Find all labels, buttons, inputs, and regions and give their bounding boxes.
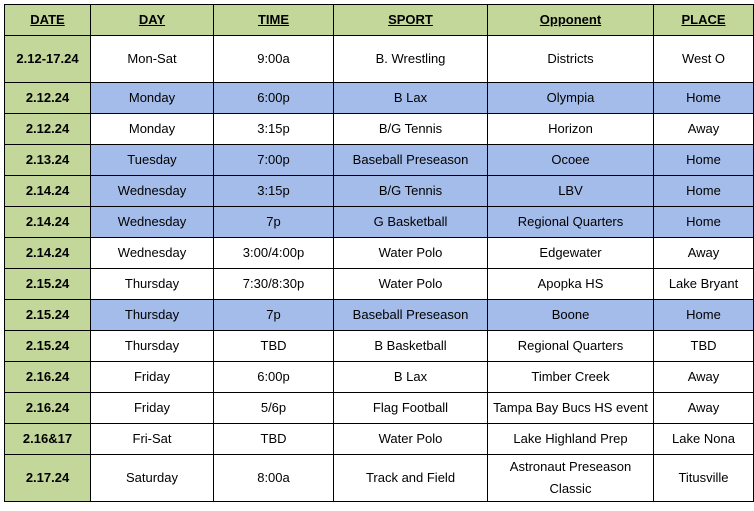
cell-place: Away xyxy=(654,114,754,145)
cell-day: Thursday xyxy=(91,300,214,331)
table-row xyxy=(5,424,754,455)
cell-sport: Water Polo xyxy=(334,424,488,455)
cell-date: 2.16&17 xyxy=(5,424,91,455)
cell-date: 2.16.24 xyxy=(5,362,91,393)
cell-sport: B/G Tennis xyxy=(334,176,488,207)
cell-opponent: Olympia xyxy=(488,83,654,114)
column-header-place: PLACE xyxy=(654,5,754,36)
cell-sport: G Basketball xyxy=(334,207,488,238)
table-row xyxy=(5,455,754,502)
cell-date: 2.14.24 xyxy=(5,207,91,238)
table-row xyxy=(5,207,754,238)
cell-date: 2.15.24 xyxy=(5,269,91,300)
cell-opponent: Timber Creek xyxy=(488,362,654,393)
cell-date: 2.15.24 xyxy=(5,300,91,331)
cell-place: Titusville xyxy=(654,455,754,502)
table-row xyxy=(5,176,754,207)
cell-place: Home xyxy=(654,300,754,331)
cell-sport: B/G Tennis xyxy=(334,114,488,145)
cell-sport: Baseball Preseason xyxy=(334,145,488,176)
table-row xyxy=(5,238,754,269)
cell-time: 7:30/8:30p xyxy=(214,269,334,300)
schedule-body xyxy=(5,36,754,502)
table-row xyxy=(5,83,754,114)
cell-date: 2.12.24 xyxy=(5,114,91,145)
table-row xyxy=(5,36,754,83)
cell-day: Monday xyxy=(91,114,214,145)
cell-place: Home xyxy=(654,176,754,207)
cell-day: Monday xyxy=(91,83,214,114)
cell-time: 7p xyxy=(214,207,334,238)
cell-opponent: Horizon xyxy=(488,114,654,145)
cell-opponent: Boone xyxy=(488,300,654,331)
column-header-sport: SPORT xyxy=(334,5,488,36)
cell-place: Away xyxy=(654,238,754,269)
column-header-time: TIME xyxy=(214,5,334,36)
cell-sport: B Lax xyxy=(334,362,488,393)
table-row xyxy=(5,114,754,145)
cell-opponent: Regional Quarters xyxy=(488,207,654,238)
cell-sport: B Lax xyxy=(334,83,488,114)
cell-date: 2.16.24 xyxy=(5,393,91,424)
column-header-date: DATE xyxy=(5,5,91,36)
cell-sport: B. Wrestling xyxy=(334,36,488,83)
cell-time: 7p xyxy=(214,300,334,331)
cell-day: Friday xyxy=(91,393,214,424)
cell-place: Away xyxy=(654,362,754,393)
table-row xyxy=(5,269,754,300)
cell-sport: Water Polo xyxy=(334,238,488,269)
cell-date: 2.13.24 xyxy=(5,145,91,176)
cell-opponent: Districts xyxy=(488,36,654,83)
cell-date: 2.14.24 xyxy=(5,238,91,269)
cell-day: Thursday xyxy=(91,331,214,362)
table-row xyxy=(5,362,754,393)
cell-place: TBD xyxy=(654,331,754,362)
cell-day: Saturday xyxy=(91,455,214,502)
schedule-table xyxy=(4,4,754,502)
cell-place: Home xyxy=(654,83,754,114)
cell-time: 3:15p xyxy=(214,114,334,145)
cell-sport: B Basketball xyxy=(334,331,488,362)
cell-place: Lake Nona xyxy=(654,424,754,455)
cell-time: 3:00/4:00p xyxy=(214,238,334,269)
cell-opponent: LBV xyxy=(488,176,654,207)
cell-time: TBD xyxy=(214,331,334,362)
cell-time: 9:00a xyxy=(214,36,334,83)
cell-sport: Track and Field xyxy=(334,455,488,502)
cell-place: West O xyxy=(654,36,754,83)
cell-date: 2.14.24 xyxy=(5,176,91,207)
cell-day: Wednesday xyxy=(91,238,214,269)
table-row xyxy=(5,300,754,331)
cell-day: Thursday xyxy=(91,269,214,300)
cell-time: 8:00a xyxy=(214,455,334,502)
cell-time: TBD xyxy=(214,424,334,455)
column-header-day: DAY xyxy=(91,5,214,36)
cell-date: 2.17.24 xyxy=(5,455,91,502)
cell-day: Fri-Sat xyxy=(91,424,214,455)
cell-place: Lake Bryant xyxy=(654,269,754,300)
cell-sport: Water Polo xyxy=(334,269,488,300)
cell-date: 2.15.24 xyxy=(5,331,91,362)
cell-sport: Flag Football xyxy=(334,393,488,424)
table-row xyxy=(5,393,754,424)
cell-time: 6:00p xyxy=(214,83,334,114)
table-row xyxy=(5,145,754,176)
cell-opponent: Tampa Bay Bucs HS event xyxy=(488,393,654,424)
cell-place: Away xyxy=(654,393,754,424)
column-header-opponent: Opponent xyxy=(488,5,654,36)
cell-opponent: Lake Highland Prep xyxy=(488,424,654,455)
cell-sport: Baseball Preseason xyxy=(334,300,488,331)
cell-opponent: Apopka HS xyxy=(488,269,654,300)
cell-time: 7:00p xyxy=(214,145,334,176)
cell-place: Home xyxy=(654,207,754,238)
cell-place: Home xyxy=(654,145,754,176)
cell-day: Wednesday xyxy=(91,207,214,238)
cell-day: Wednesday xyxy=(91,176,214,207)
cell-opponent: Regional Quarters xyxy=(488,331,654,362)
header-row xyxy=(5,5,754,36)
cell-day: Mon-Sat xyxy=(91,36,214,83)
cell-day: Tuesday xyxy=(91,145,214,176)
cell-time: 3:15p xyxy=(214,176,334,207)
cell-date: 2.12.24 xyxy=(5,83,91,114)
cell-date: 2.12-17.24 xyxy=(5,36,91,83)
cell-day: Friday xyxy=(91,362,214,393)
cell-time: 6:00p xyxy=(214,362,334,393)
cell-opponent: Edgewater xyxy=(488,238,654,269)
cell-opponent: Ocoee xyxy=(488,145,654,176)
table-row xyxy=(5,331,754,362)
cell-opponent: Astronaut Preseason Classic xyxy=(488,455,654,502)
cell-time: 5/6p xyxy=(214,393,334,424)
